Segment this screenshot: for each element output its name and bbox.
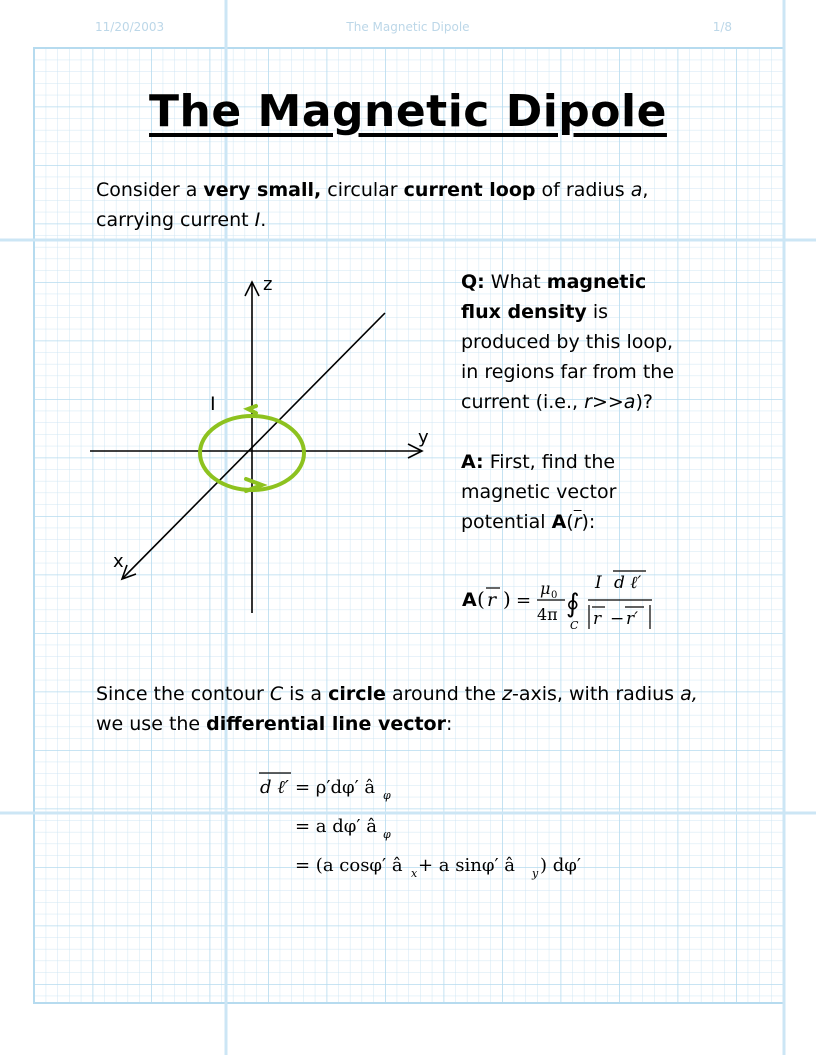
contour-paragraph: Since the contour C is a circle around the z-axis, with radius a, we use the differential line vector: <box>96 683 698 735</box>
svg-text:φ: φ <box>383 789 391 802</box>
svg-text:+ a sinφ′ â: + a sinφ′ â <box>418 855 515 876</box>
svg-text:y: y <box>532 867 539 880</box>
svg-text:d ℓ′: d ℓ′ <box>614 573 642 593</box>
svg-text:μ: μ <box>540 579 551 598</box>
svg-text:I: I <box>595 573 602 593</box>
y-axis-label: y <box>418 427 429 448</box>
svg-text:d ℓ′: d ℓ′ <box>260 777 289 798</box>
svg-text:x: x <box>411 867 418 880</box>
svg-text:r: r <box>593 609 602 629</box>
svg-text:−: − <box>610 609 625 629</box>
intro-paragraph: Consider a very small, circular current loop of radius a, carrying current I. <box>96 179 649 231</box>
header-page-number: 1/8 <box>712 20 732 34</box>
header-date: 11/20/2003 <box>95 20 165 34</box>
svg-text:∮: ∮ <box>566 589 580 619</box>
z-axis-label: z <box>263 274 273 295</box>
svg-text:C: C <box>570 619 579 632</box>
svg-text:=: = <box>516 590 532 611</box>
x-axis-label: x <box>113 551 124 572</box>
page-title: The Magnetic Dipole <box>149 86 667 137</box>
svg-text:= (a cosφ′ â: = (a cosφ′ â <box>295 855 403 876</box>
svg-text:4π: 4π <box>537 605 558 624</box>
svg-text:(: ( <box>477 587 485 611</box>
svg-text:A: A <box>462 589 477 611</box>
svg-text:φ: φ <box>383 828 391 841</box>
current-label: I <box>210 393 216 415</box>
svg-text:= ρ′dφ′ â: = ρ′dφ′ â <box>295 777 376 798</box>
question-answer-block: Q: What magnetic flux density is produced by this loop, in regions far from the current (i.e., r>>a)? A: First, find the magnetic vector potential $A(\overline{r})$: <box>461 271 675 533</box>
svg-text:): ) <box>503 587 511 611</box>
header-title: The Magnetic Dipole <box>346 20 470 34</box>
svg-text:= a dφ′ â: = a dφ′ â <box>295 816 377 837</box>
svg-text:r′: r′ <box>626 609 638 629</box>
svg-text:0: 0 <box>551 590 558 601</box>
svg-text:) dφ′: ) dφ′ <box>540 855 581 876</box>
svg-text:r: r <box>487 589 497 611</box>
